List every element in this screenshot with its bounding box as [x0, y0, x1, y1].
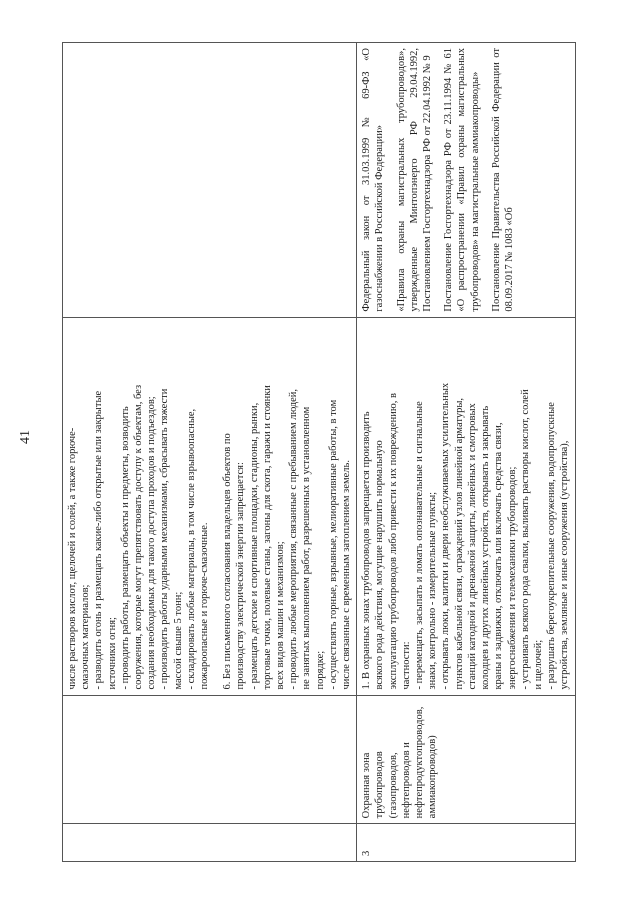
text-line: пожароопасные и горюче-смазочные. [199, 522, 211, 690]
text-line: - перемещать, засыпать и ломать опознавательные и сигнальные [414, 401, 426, 690]
text-line: краны и задвижки, отключать или включать средства связи, [493, 422, 505, 690]
text-line: порядке; [314, 650, 326, 690]
text-line: - разводить огонь и размещать какие-либо открытые или закрытые [93, 390, 105, 690]
document-ref: «Правила охраны магистральных трубопроводов», утвержденные Минтопэнерго РФ 29.04.1992, Постановлением Госгортехнадзора РФ от 22.04.1992 № 9 [395, 48, 434, 312]
text-line: 6. Без письменного согласования владельцев объектов по [222, 433, 234, 690]
text-line: смазочных материалов; [80, 584, 92, 690]
document-ref: Постановление Правительства Российской Федерации от 08.09.2017 № 1083 «Об [490, 48, 516, 312]
text-line [211, 323, 221, 690]
text-line: всякого рода действия, могущие нарушить нормальную [374, 440, 386, 690]
table-row [63, 43, 357, 862]
restrictions-cell [357, 317, 575, 695]
zone-name-cell [63, 695, 357, 824]
text-line: не занятых выполнением работ, разрешенных в установленном [301, 406, 313, 690]
text-line: - производить работы ударными механизмами, сбрасывать тяжести [159, 388, 171, 690]
restrictions-text [66, 323, 353, 690]
text-line: массой свыше 5 тонн; [172, 591, 184, 690]
text-line: - устраивать всякого рода свалки, выливать растворы кислот, солей [519, 389, 531, 690]
documents-cell [63, 43, 357, 318]
text-line: станций катодной и дренажной защиты, линейных и смотровых [466, 403, 478, 690]
text-line: 1. В охранных зонах трубопроводов запрещается производить [361, 411, 373, 690]
text-line: энергоснабжения и телемеханики трубопроводов; [506, 466, 518, 690]
restrictions-cell [63, 317, 357, 695]
text-line: знаки, контрольно - измерительные пункты; [427, 491, 439, 690]
restrictions-text [360, 323, 571, 690]
text-line: числе растворов кислот, щелочей и солей, а также горюче- [67, 427, 78, 690]
text-line: колодцев и других линейных устройств, открывать и закрывать [480, 405, 492, 690]
table-row [357, 43, 575, 862]
restrictions-table [62, 42, 576, 862]
document-ref: Федеральный закон от 31.03.1999 № 69-ФЗ «О газоснабжении в Российской Федерации» [361, 48, 386, 312]
zone-name-cell: Охранная зона трубопроводов (газопроводов, нефтепроводов и нефтепродуктопроводов, аммиакопроводов) [357, 695, 575, 824]
text-line: - проводить любые мероприятия, связанные с пребыванием людей, [288, 388, 300, 690]
text-line: производству электрической энергии запрещается: [235, 462, 247, 690]
row-number-cell: 3 [357, 824, 575, 862]
text-line: создания необходимых для такого доступа проходов и подъездов; [146, 396, 158, 690]
text-line: торговые точки, полевые станы, загоны для скота, гаражи и стоянки [261, 385, 273, 690]
text-line: и щелочей; [532, 639, 544, 690]
text-line: пунктов кабельной связи, ограждений узлов линейной арматуры, [453, 397, 465, 690]
text-line: всех видов машин и механизмов; [275, 541, 287, 690]
document-ref: Постановление Госгортехнадзора РФ от 23.11.1994 № 61 «О распространении «Правил охраны магистральных трубопроводов» на магистральные аммиакопроводы» [443, 48, 481, 312]
text-line: - разрушать берегоукрепительные сооружения, водопропускные [546, 402, 558, 690]
text-line: - складировать любые материалы, в том числе взрывоопасные, [185, 408, 197, 690]
page-number: 41 [18, 430, 33, 444]
text-line: источники огня; [106, 617, 118, 690]
text-line: - осуществлять горные, взрывные, мелиоративные работы, в том [327, 399, 339, 690]
text-line: частности: [400, 641, 412, 690]
documents-cell [357, 43, 575, 318]
text-line: - открывать люки, калитки и двери необслуживаемых усилительных [440, 382, 452, 690]
text-line: - размещать детские и спортивные площадки, стадионы, рынки, [248, 402, 260, 690]
text-line: устройства, земляные и иные сооружения (устройства), [559, 440, 571, 690]
text-line: - проводить работы, размещать объекты и предметы, возводить [119, 406, 131, 690]
rotated-table-page [62, 42, 571, 862]
text-line: сооружения, которые могут препятствовать доступу к объектам, без [133, 384, 145, 690]
text-line: числе связанные с временным затоплением земель. [341, 460, 353, 690]
text-line: эксплуатацию трубопроводов либо привести к их повреждению, в [387, 393, 399, 690]
row-number-cell [63, 824, 357, 862]
